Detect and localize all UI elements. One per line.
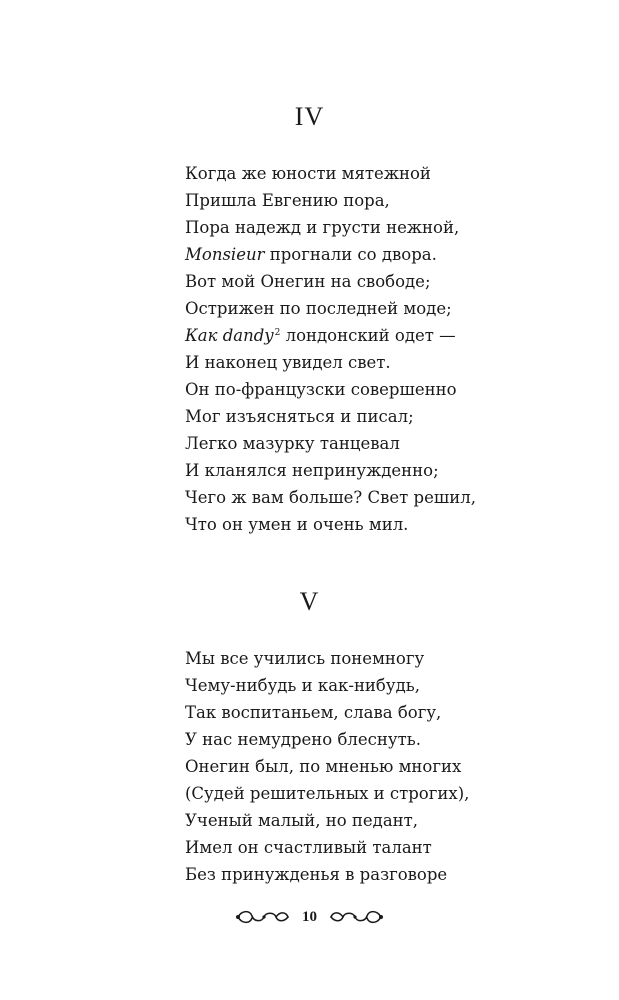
flourish-ornament-icon	[234, 908, 292, 926]
verse-line: И наконец увидел свет.	[185, 353, 391, 372]
verse-line: Онегин был, по мненью многих	[185, 757, 462, 776]
verse-line: Ученый малый, но педант,	[185, 811, 419, 830]
verse-line: Острижен по последней моде;	[185, 299, 452, 318]
verse-line: (Судей решительных и строгих),	[185, 784, 470, 803]
verse-line	[185, 241, 476, 268]
verse-line: И кланялся непринужденно;	[185, 461, 439, 480]
italic-word-monsieur: Monsieur	[185, 245, 265, 264]
flourish-ornament-icon	[327, 908, 385, 926]
verse-line: Чего ж вам больше? Свет решил,	[185, 488, 476, 507]
page-footer	[0, 906, 619, 928]
verse-line: Пора надежд и грусти нежной,	[185, 218, 460, 237]
verse-line: У нас немудрено блеснуть.	[185, 730, 421, 749]
verse-line-text: лондонский одет —	[285, 326, 456, 345]
verse-line: Что он умен и очень мил.	[185, 515, 409, 534]
page-number: 10	[302, 908, 317, 925]
verse-line: Пришла Евгению пора,	[185, 191, 390, 210]
verse-line: Вот мой Онегин на свободе;	[185, 272, 431, 291]
footnote-marker[interactable]: 2	[274, 327, 281, 338]
italic-phrase-kak-dandy: Как dandy	[185, 326, 274, 345]
verse-line	[185, 322, 476, 349]
verse-line: Имел он счастливый талант	[185, 838, 432, 857]
stanza-iv	[185, 160, 476, 538]
verse-line: Так воспитаньем, слава богу,	[185, 703, 442, 722]
verse-line: Когда же юности мятежной	[185, 164, 431, 183]
verse-line: Чему-нибудь и как-нибудь,	[185, 676, 420, 695]
verse-line: Легко мазурку танцевал	[185, 434, 400, 453]
verse-line: Мы все учились понемногу	[185, 649, 425, 668]
verse-line: Он по-французски совершенно	[185, 380, 457, 399]
stanza-v	[185, 645, 469, 888]
stanza-number-iv: IV	[294, 102, 325, 131]
verse-line: Без принужденья в разговоре	[185, 865, 448, 884]
verse-line-text: прогнали со двора.	[269, 245, 437, 264]
verse-line: Мог изъясняться и писал;	[185, 407, 414, 426]
stanza-number-v: V	[299, 587, 320, 616]
